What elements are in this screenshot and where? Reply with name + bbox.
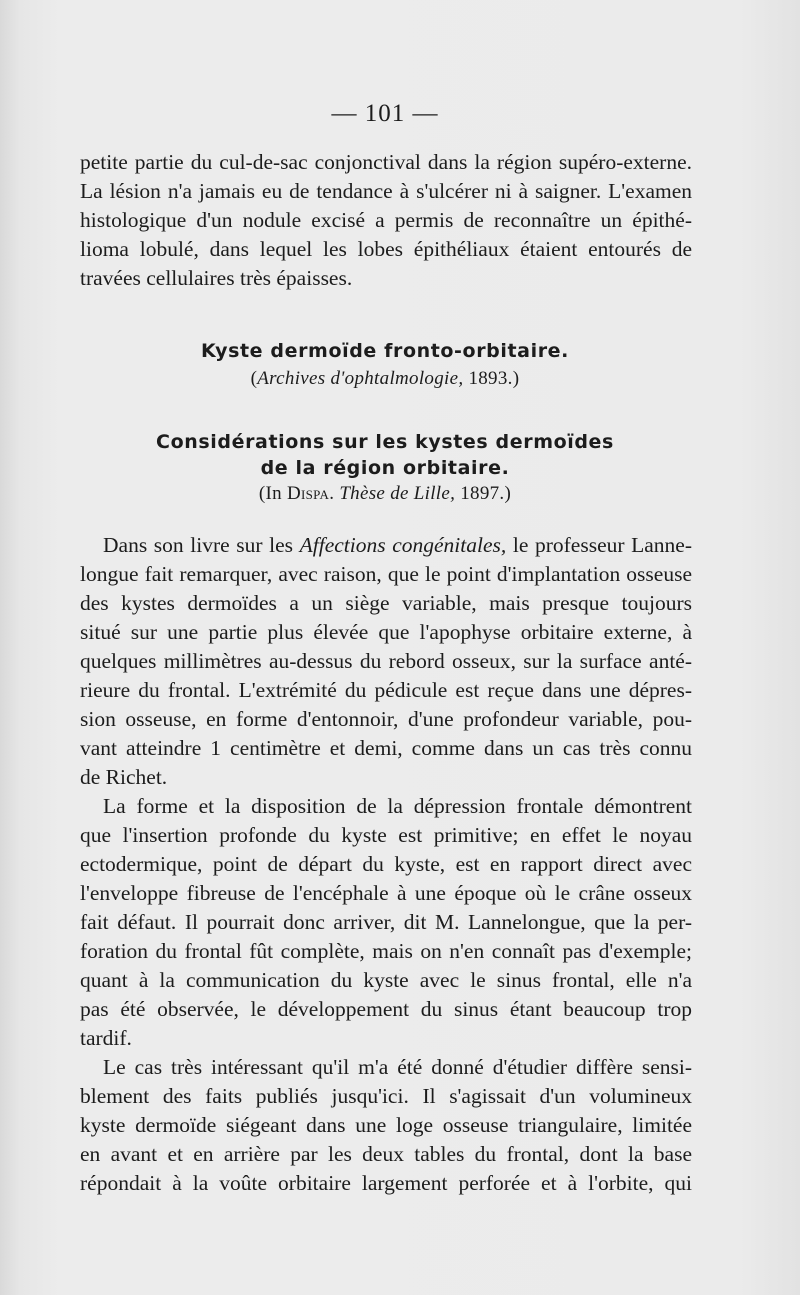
paragraph-4-line-2: blement des faits publiés jusqu'ici. Il s'agissait d'un volumineux	[80, 1084, 692, 1108]
citation-prefix: (In	[258, 483, 282, 504]
section-2-title-line-2: de la région orbitaire.	[260, 457, 510, 479]
citation-open-paren: (	[250, 368, 258, 389]
section-1-title: Kyste dermoïde fronto-orbitaire.	[201, 340, 569, 362]
paragraph-4-line-4: en avant et en arrière par les deux tables du frontal, dont la base	[80, 1142, 692, 1166]
p2-line1-italic: Affections congénitales,	[299, 533, 507, 557]
section-2-title-line-1: Considérations sur les kystes dermoïdes	[156, 431, 614, 453]
paragraph-2-line-7: sion osseuse, en forme d'entonnoir, d'une profondeur variable, pou-	[80, 707, 692, 731]
p2-line1-before: Dans son livre sur les	[103, 533, 294, 557]
paragraph-1-line-5: travées cellulaires très épaisses.	[80, 266, 353, 290]
paragraph-1-line-1: petite partie du cul-de-sac conjonctival dans la région supéro-externe.	[80, 150, 692, 174]
paragraph-3-line-5: fait défaut. Il pourrait donc arriver, dit M. Lannelongue, que la per-	[80, 910, 692, 934]
paragraph-3-line-9: tardif.	[80, 1026, 132, 1050]
citation-source: Thèse de Lille,	[339, 483, 456, 504]
paragraph-3-line-2: que l'insertion profonde du kyste est primitive; en effet le noyau	[80, 823, 692, 847]
paragraph-2-line-3: des kystes dermoïdes a un siège variable, mais presque toujours	[80, 591, 692, 615]
paragraph-3-line-7: quant à la communication du kyste avec le sinus frontal, elle n'a	[80, 968, 692, 992]
section-1-citation	[0, 368, 770, 390]
section-2-citation	[0, 483, 770, 505]
paragraph-2-line-6: rieure du frontal. L'extrémité du pédicule est reçue dans une dépres-	[80, 678, 692, 702]
paragraph-2-line-8: vant atteindre 1 centimètre et demi, comme dans un cas très connu	[80, 736, 692, 760]
paragraph-4-line-1: Le cas très intéressant qu'il m'a été donné d'étudier diffère sensi-	[103, 1055, 692, 1079]
paragraph-3-line-8: pas été observée, le développement du sinus étant beaucoup trop	[80, 997, 692, 1021]
paragraph-3-line-6: foration du frontal fût complète, mais on n'en connaît pas d'exemple;	[80, 939, 692, 963]
paragraph-4-line-5: répondait à la voûte orbitaire largement perforée et à l'orbite, qui	[80, 1171, 692, 1195]
paragraph-2-line-1	[103, 531, 692, 559]
paragraph-1-line-4: lioma lobulé, dans lequel les lobes épithéliaux étaient entourés de	[80, 237, 692, 261]
page-number: — 101 —	[331, 100, 439, 127]
citation-year: 1897.)	[460, 483, 512, 504]
paragraph-1-line-3: histologique d'un nodule excisé a permis de reconnaître un épithé-	[80, 208, 692, 232]
paragraph-2-line-5: quelques millimètres au-dessus du rebord osseux, sur la surface anté-	[80, 649, 692, 673]
citation-year: 1893.)	[468, 368, 520, 389]
paragraph-3-line-3: ectodermique, point de départ du kyste, est en rapport direct avec	[80, 852, 692, 876]
paragraph-2-line-4: situé sur une partie plus élevée que l'apophyse orbitaire externe, à	[80, 620, 692, 644]
paragraph-1-line-2: La lésion n'a jamais eu de tendance à s'ulcérer ni à saigner. L'examen	[80, 179, 692, 203]
citation-author: Dispa.	[286, 483, 335, 504]
paragraph-2-line-2: longue fait remarquer, avec raison, que le point d'implantation osseuse	[80, 562, 692, 586]
paragraph-3-line-4: l'enveloppe fibreuse de l'encéphale à une époque où le crâne osseux	[80, 881, 692, 905]
paragraph-2-line-9: de Richet.	[80, 765, 168, 789]
paragraph-4-line-3: kyste dermoïde siégeant dans une loge osseuse triangulaire, limitée	[80, 1113, 692, 1137]
p2-line1-after: le professeur Lanne-	[512, 533, 692, 557]
citation-source: Archives d'ophtalmologie,	[257, 368, 464, 389]
paragraph-3-line-1: La forme et la disposition de la dépression frontale démontrent	[103, 794, 692, 818]
